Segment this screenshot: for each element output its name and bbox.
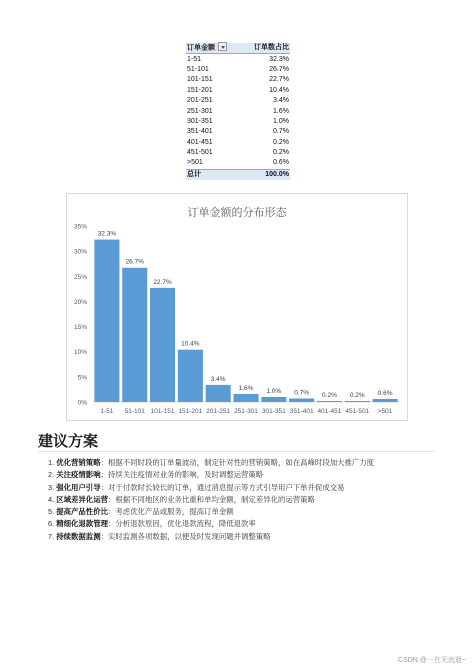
- suggestion-item: [48, 506, 374, 518]
- suggestion-text: ：根据不同时段的订单量波动，制定针对性的营销策略，如在高峰时段加大推广力度: [100, 458, 375, 467]
- data-label: 3.4%: [210, 375, 226, 383]
- suggestion-keyword: 关注疫情影响: [56, 470, 101, 480]
- suggestion-keyword: 持续数据监测: [56, 531, 101, 541]
- x-tick-label: 251-301: [234, 408, 258, 415]
- x-tick-label: 101-151: [150, 408, 175, 415]
- y-tick-label: 20%: [73, 298, 87, 306]
- data-label: 0.6%: [377, 389, 393, 397]
- suggestion-number: 7.: [48, 531, 55, 541]
- chart-title: 订单金额的分布形态: [187, 207, 287, 219]
- data-label: 0.7%: [294, 389, 310, 397]
- pivot-row: [186, 86, 290, 96]
- suggestion-number: 2.: [48, 470, 55, 480]
- suggestion-number: 6.: [48, 519, 55, 529]
- suggestion-keyword: 强化用户引导: [56, 482, 101, 492]
- data-label: 22.7%: [153, 278, 172, 286]
- pivot-cell-range: 451-501: [187, 149, 213, 157]
- suggestion-number: 3.: [48, 482, 55, 492]
- bar: [317, 401, 342, 402]
- pivot-cell-share: 0.6%: [273, 159, 289, 167]
- pivot-total-row: [186, 169, 290, 180]
- section-heading: 建议方案: [38, 433, 99, 450]
- data-label: 0.2%: [322, 391, 337, 399]
- suggestion-text: ：实时监测各项数据，以便及时发现问题并调整策略: [100, 531, 271, 541]
- pivot-row: [186, 96, 290, 106]
- x-tick-label: 1-51: [100, 408, 114, 415]
- pivot-total-value: 100.0%: [241, 169, 290, 180]
- pivot-cell-share: 0.2%: [273, 149, 289, 157]
- bar: [94, 240, 119, 402]
- suggestion-keyword: 区域差异化运营: [56, 494, 108, 504]
- pivot-row: [186, 75, 290, 85]
- pivot-row: [186, 148, 290, 158]
- suggestion-item: [48, 482, 374, 494]
- pivot-cell-share: 1.0%: [273, 117, 289, 125]
- bar: [178, 350, 203, 402]
- filter-dropdown-icon[interactable]: [218, 42, 227, 51]
- suggestion-list: [48, 457, 374, 543]
- x-tick-label: 151-201: [178, 408, 203, 415]
- pivot-cell-range: 201-251: [187, 97, 213, 105]
- pivot-cell-range: 401-451: [187, 138, 213, 146]
- suggestion-keyword: 提高产品性价比: [56, 507, 108, 517]
- pivot-row: [186, 65, 290, 75]
- pivot-cell-range: 1-51: [187, 55, 202, 63]
- suggestion-text: ：分析退款原因，优化退款流程，降低退款率: [107, 519, 256, 529]
- suggestion-text: ：根据不同地区的业务比重和单均金额，制定差异化的运营策略: [107, 494, 315, 504]
- pivot-cell-share: 22.7%: [269, 76, 289, 84]
- distribution-chart[interactable]: [66, 193, 408, 421]
- y-tick-label: 0%: [77, 399, 87, 407]
- pivot-row: [186, 138, 290, 148]
- bar: [345, 401, 370, 402]
- pivot-header-amount[interactable]: 订单金额: [186, 43, 241, 54]
- suggestion-keyword: 优化营销策略: [56, 458, 101, 467]
- y-tick-label: 15%: [73, 324, 87, 332]
- pivot-row: [186, 106, 290, 116]
- y-tick-label: 5%: [77, 374, 87, 382]
- suggestion-item: [48, 457, 374, 469]
- pivot-table: [186, 43, 290, 180]
- pivot-cell-range: 151-201: [187, 86, 213, 94]
- pivot-header-share: 订单数占比: [241, 43, 290, 54]
- x-tick-label: 201-251: [206, 408, 231, 415]
- bar: [206, 385, 231, 402]
- pivot-header-row: [186, 43, 290, 54]
- pivot-cell-share: 32.3%: [269, 55, 289, 63]
- watermark: CSDN @一在无流逝~: [398, 657, 466, 664]
- suggestion-item: [48, 469, 374, 481]
- bar: [150, 288, 175, 402]
- suggestion-number: 1.: [48, 458, 55, 467]
- x-tick-label: 301-351: [261, 408, 286, 415]
- y-tick-label: 25%: [73, 273, 87, 281]
- bar: [233, 394, 258, 402]
- suggestion-number: 4.: [48, 494, 55, 504]
- data-label: 10.4%: [181, 340, 200, 348]
- pivot-cell-share: 10.4%: [269, 86, 289, 94]
- pivot-total-label: 总计: [186, 169, 241, 180]
- y-tick-label: 30%: [73, 248, 87, 256]
- x-tick-label: 401-451: [317, 408, 342, 415]
- x-tick-label: 51-101: [124, 408, 145, 415]
- y-tick-label: 35%: [73, 223, 87, 231]
- pivot-cell-share: 26.7%: [269, 65, 289, 73]
- data-label: 0.2%: [349, 391, 365, 399]
- bar: [289, 398, 314, 402]
- pivot-cell-range: 51-101: [187, 65, 209, 73]
- pivot-cell-range: 251-301: [187, 107, 213, 115]
- suggestion-item: [48, 494, 374, 506]
- data-label: 26.7%: [125, 258, 144, 266]
- bar: [261, 397, 286, 402]
- data-label: 1.6%: [238, 384, 254, 392]
- pivot-cell-share: 3.4%: [273, 97, 289, 105]
- pivot-row: [186, 158, 290, 169]
- pivot-cell-share: 1.6%: [273, 107, 289, 115]
- suggestion-text: ：考虑优化产品或服务，提高订单金额: [107, 507, 234, 517]
- data-label: 32.3%: [97, 230, 117, 238]
- bar: [122, 268, 147, 402]
- y-tick-label: 10%: [73, 349, 87, 357]
- bar: [373, 399, 398, 402]
- suggestion-item: [48, 531, 374, 543]
- x-tick-label: 451-501: [345, 408, 370, 415]
- pivot-cell-range: 301-351: [187, 117, 213, 125]
- suggestion-text: ：持续关注疫情对业务的影响，及时调整运营策略: [100, 470, 264, 480]
- pivot-row: [186, 127, 290, 137]
- chart-canvas: [67, 194, 407, 420]
- pivot-row: [186, 54, 290, 65]
- pivot-cell-share: 0.2%: [273, 138, 289, 146]
- pivot-cell-range: 351-401: [187, 128, 213, 136]
- x-tick-label: 351-401: [289, 408, 314, 415]
- suggestion-text: ：对于付款时长较长的订单，通过消息提示等方式引导用户下单并促成交易: [100, 482, 345, 492]
- section-divider: [38, 451, 435, 452]
- suggestion-item: [48, 518, 374, 530]
- suggestion-number: 5.: [48, 507, 55, 517]
- data-label: 1.0%: [266, 387, 282, 395]
- pivot-body: [186, 54, 290, 169]
- pivot-row: [186, 117, 290, 127]
- pivot-cell-range: >501: [187, 159, 203, 167]
- suggestion-keyword: 精细化退款管理: [56, 519, 108, 529]
- pivot-cell-share: 0.7%: [273, 128, 289, 136]
- pivot-cell-range: 101-151: [187, 76, 213, 84]
- x-tick-label: >501: [377, 408, 393, 415]
